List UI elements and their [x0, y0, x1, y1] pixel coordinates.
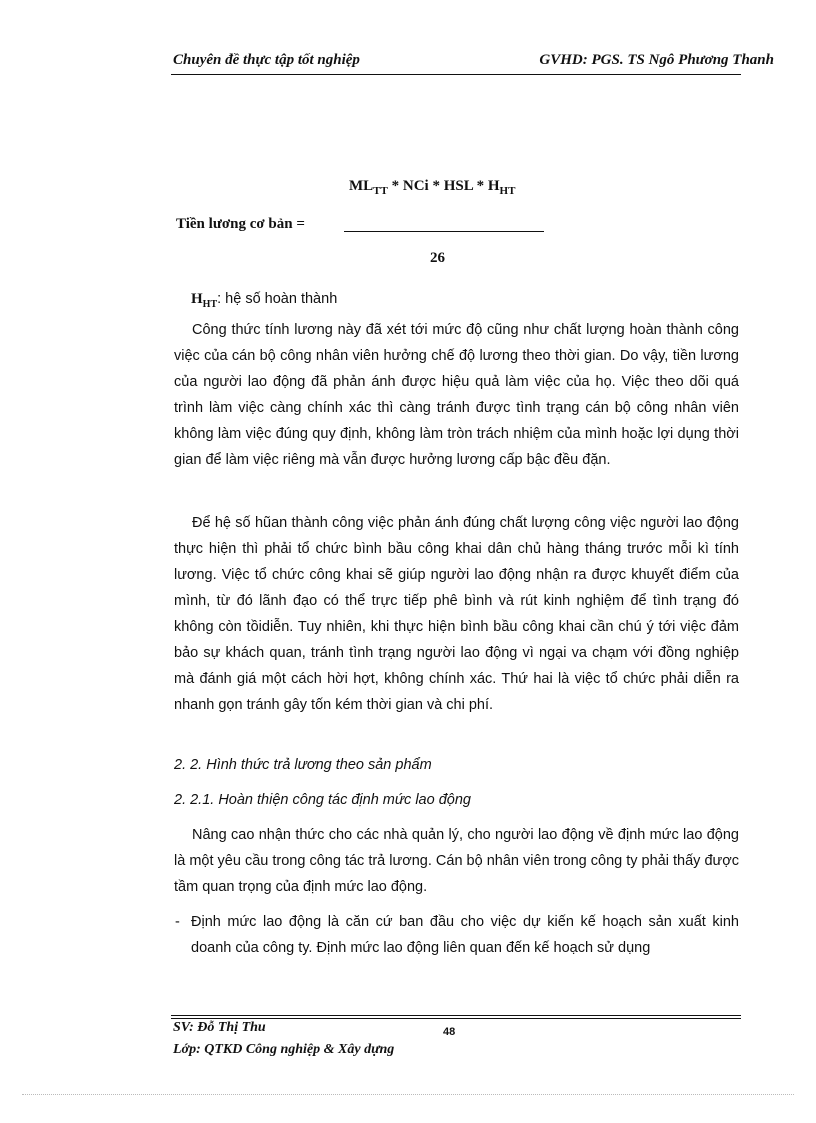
formula-ml: ML: [349, 178, 374, 194]
formula-numerator: [349, 178, 515, 197]
page-number: 48: [443, 1026, 456, 1038]
section-heading-2-2: 2. 2. Hình thức trả lương theo sản phẩm: [174, 757, 432, 773]
footer-rule-top: [171, 1015, 741, 1016]
formula-label: Tiền lương cơ bản =: [176, 216, 305, 232]
section-heading-2-2-1: 2. 2.1. Hoàn thiện công tác định mức lao động: [174, 792, 471, 808]
page-header: [173, 48, 774, 70]
definition-symbol: $H_{HT}$: [191, 291, 218, 310]
header-rule: [171, 74, 741, 75]
formula-ml-sub: TT: [373, 185, 388, 197]
bullet-item: [174, 909, 739, 961]
paragraph-3: Nâng cao nhận thức cho các nhà quản lý, cho người lao động về định mức lao động là một yêu cầu trong công tác trả lương. Cán bộ nhân viên trong công ty phải thấy được tầm quan trọng của định mức lao động.: [174, 827, 739, 895]
header-title: Chuyên đề thực tập tốt nghiệp: [173, 52, 360, 68]
footer-rule-bottom: [171, 1018, 741, 1019]
formula-denominator: 26: [430, 250, 445, 266]
formula-h-sub: HT: [499, 185, 516, 197]
paragraph-1: Công thức tính lương này đã xét tới mức độ cũng như chất lượng hoàn thành công việc của cán bộ công nhân viên hưởng chế độ lương theo thời gian. Do vậy, tiền lương của người lao động đã phản ánh được hiệu quả làm việc của họ. Việc theo dõi quá trình làm việc càng chính xác thì càng tránh được tình trạng cán bộ công nhân viên không làm việc đúng quy định, không làm tròn trách nhiệm của mình hoặc lợi dụng thời gian để làm việc riêng mà vẫn được hưởng lương cấp bậc đều đặn.: [174, 322, 739, 468]
page-boundary-dotted: [22, 1094, 794, 1095]
footer-class: Lớp: QTKD Công nghiệp & Xây dựng: [173, 1042, 395, 1057]
fraction-line: [344, 231, 544, 232]
bullet-text: Định mức lao động là căn cứ ban đầu cho việc dự kiến kế hoạch sản xuất kinh doanh của công ty. Định mức lao động liên quan đến kế hoạch sử dụng: [191, 914, 739, 956]
formula-middle: * NCi * HSL * H: [387, 178, 500, 194]
paragraph-2: Để hệ số hũan thành công việc phản ánh đúng chất lượng công việc người lao động thực hiện thì phải tổ chức bình bầu công khai dân chủ hàng tháng trước mỗi kì tính lương. Việc tổ chức công khai sẽ giúp người lao động nhận ra được khuyết điểm của mình, từ đó lãnh đạo có thể trực tiếp phê bình và rút kinh nghiệm để tình trạng đó không còn tồidiễn. Tuy nhiên, khi thực hiện bình bầu công khai cần chú ý tới việc đảm bảo sự khách quan, tránh tình trạng người lao động vì ngại va chạm với đồng nghiệp mà đánh giá một cách hời hợt, không chính xác. Thứ hai là việc tổ chức phải diễn ra nhanh gọn tránh gây tốn kém thời gian và chi phí.: [174, 515, 739, 713]
bullet-mark: -: [175, 914, 180, 930]
definition-line: [191, 286, 756, 318]
header-supervisor: GVHD: PGS. TS Ngô Phương Thanh: [539, 52, 774, 68]
definition-text: : hệ số hoàn thành: [217, 291, 338, 307]
footer-student: SV: Đỗ Thị Thu: [173, 1020, 266, 1035]
